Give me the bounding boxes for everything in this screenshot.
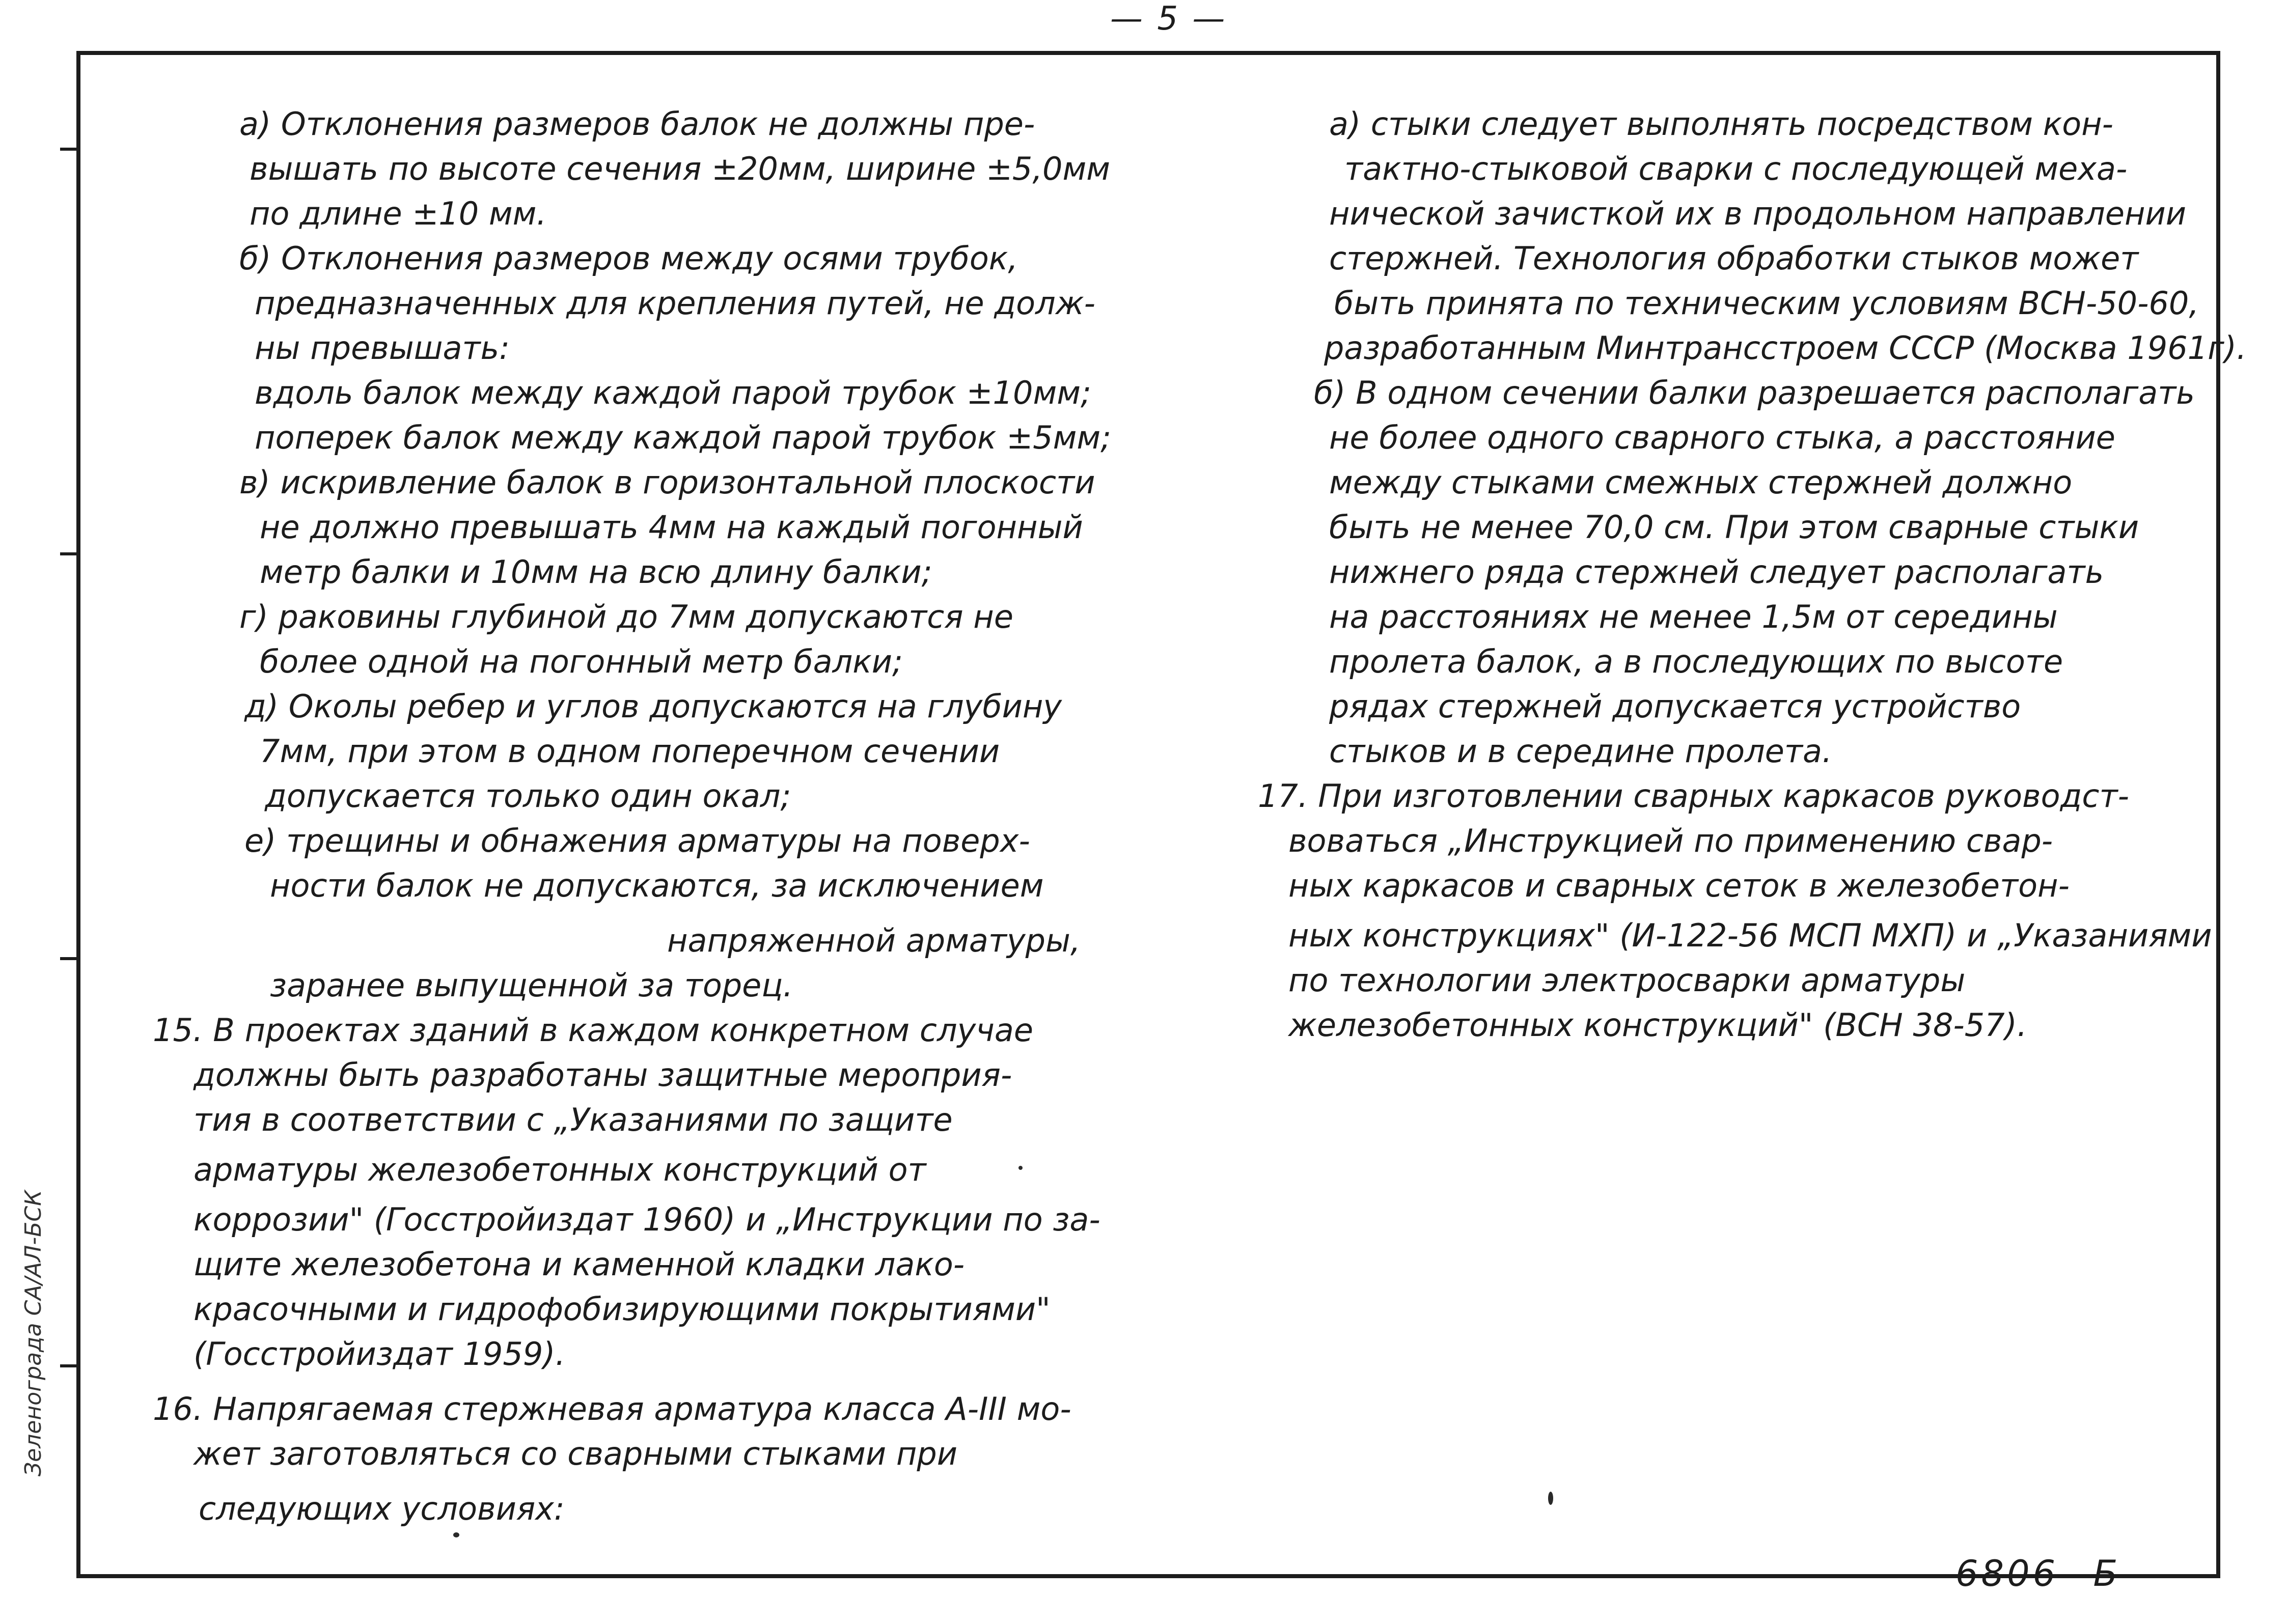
- text-line: более одной на погонный метр балки;: [260, 643, 903, 680]
- text-line: нической зачисткой их в продольном направлении: [1329, 195, 2187, 232]
- document-number: 6806: [1955, 1553, 2059, 1594]
- sheet-letter: Б: [2093, 1553, 2121, 1594]
- text-line: разработанным Минтрансстроем СССР (Москва 1961г).: [1324, 329, 2247, 367]
- text-line: по технологии электросварки арматуры: [1288, 962, 1966, 999]
- text-line: б) В одном сечении балки разрешается располагать: [1314, 374, 2195, 411]
- text-line: предназначенных для крепления путей, не долж-: [255, 285, 1095, 322]
- right-column: [1258, 102, 2247, 1048]
- text-line: ности балок не допускаются, за исключением: [270, 867, 1044, 904]
- text-line: стержней. Технология обработки стыков может: [1329, 240, 2139, 277]
- text-line: быть принята по техническим условиям ВСН-50-60,: [1334, 285, 2199, 322]
- scan-speck: [453, 1532, 459, 1537]
- text-line: вышать по высоте сечения ±20мм, ширине ±5,0мм: [250, 150, 1111, 187]
- text-line: нижнего ряда стержней следует располагать: [1329, 553, 2104, 591]
- margin-tick: [60, 957, 78, 960]
- margin-tick: [60, 148, 78, 151]
- page-number: — 5 —: [1110, 0, 1227, 38]
- left-column: [143, 102, 1161, 1531]
- text-line: допускается только один окал;: [265, 777, 791, 815]
- text-line: не должно превышать 4мм на каждый погонный: [260, 509, 1083, 546]
- text-line: вдоль балок между каждой парой трубок ±10мм;: [255, 374, 1091, 411]
- side-stamp: Зеленограда СА/АЛ-БСК: [20, 1190, 46, 1476]
- text-line: тия в соответствии с „Указаниями по защите: [194, 1101, 953, 1138]
- text-line: б) Отклонения размеров между осями трубок,: [239, 240, 1018, 277]
- text-line: д) Околы ребер и углов допускаются на глубину: [244, 688, 1062, 725]
- text-line: 16. Напрягаемая стержневая арматура класса А-III мо-: [153, 1390, 1071, 1427]
- text-line: г) раковины глубиной до 7мм допускаются не: [239, 598, 1013, 635]
- text-line: жет заготовляться со сварными стыками при: [194, 1435, 958, 1472]
- text-line: тактно-стыковой сварки с последующей меха-: [1344, 150, 2128, 187]
- text-line: красочными и гидрофобизирующими покрытиями": [194, 1291, 1051, 1328]
- text-line: воваться „Инструкцией по применению свар-: [1288, 822, 2053, 859]
- text-line: заранее выпущенной за торец.: [270, 967, 793, 1004]
- text-line: ных конструкциях" (И-122-56 МСП МХП) и „Указаниями: [1288, 917, 2212, 954]
- text-line: арматуры железобетонных конструкций от: [194, 1151, 926, 1188]
- text-line: следующих условиях:: [199, 1490, 565, 1527]
- text-line: не более одного сварного стыка, а расстояние: [1329, 419, 2115, 456]
- text-line: 7мм, при этом в одном поперечном сечении: [260, 733, 1000, 770]
- text-line: пролета балок, а в последующих по высоте: [1329, 643, 2063, 680]
- text-line: между стыками смежных стержней должно: [1329, 464, 2073, 501]
- text-line: стыков и в середине пролета.: [1329, 733, 1832, 770]
- document-code: [1955, 1553, 2120, 1594]
- text-line: железобетонных конструкций" (ВСН 38-57).: [1288, 1006, 2027, 1044]
- text-line: 17. При изготовлении сварных каркасов руководст-: [1258, 777, 2129, 815]
- margin-tick: [60, 552, 78, 555]
- scan-speck: [1018, 1166, 1023, 1170]
- text-line: коррозии" (Госстройиздат 1960) и „Инструкции по за-: [194, 1201, 1100, 1238]
- text-line: на расстояниях не менее 1,5м от середины: [1329, 598, 2058, 635]
- text-line: (Госстройиздат 1959).: [194, 1335, 566, 1373]
- margin-tick: [60, 1364, 78, 1367]
- text-line: рядах стержней допускается устройство: [1329, 688, 2021, 725]
- text-line: напряженной арматуры,: [667, 922, 1081, 959]
- text-line: поперек балок между каждой парой трубок ±5мм;: [255, 419, 1112, 456]
- text-line: метр балки и 10мм на всю длину балки;: [260, 553, 932, 591]
- text-line: по длине ±10 мм.: [250, 195, 547, 232]
- text-line: быть не менее 70,0 см. При этом сварные стыки: [1329, 509, 2139, 546]
- text-line: ных каркасов и сварных сеток в железобетон-: [1288, 867, 2070, 904]
- text-line: должны быть разработаны защитные мероприя-: [194, 1056, 1012, 1094]
- text-line: а) Отклонения размеров балок не должны пре-: [239, 105, 1035, 143]
- text-line: е) трещины и обнажения арматуры на поверх-: [244, 822, 1030, 859]
- text-line: щите железобетона и каменной кладки лако-: [194, 1246, 965, 1283]
- text-line: в) искривление балок в горизонтальной плоскости: [239, 464, 1095, 501]
- text-line: а) стыки следует выполнять посредством кон-: [1329, 105, 2114, 143]
- text-line: ны превышать:: [255, 329, 510, 367]
- scan-speck: [1548, 1492, 1553, 1505]
- text-line: 15. В проектах зданий в каждом конкретном случае: [153, 1012, 1034, 1049]
